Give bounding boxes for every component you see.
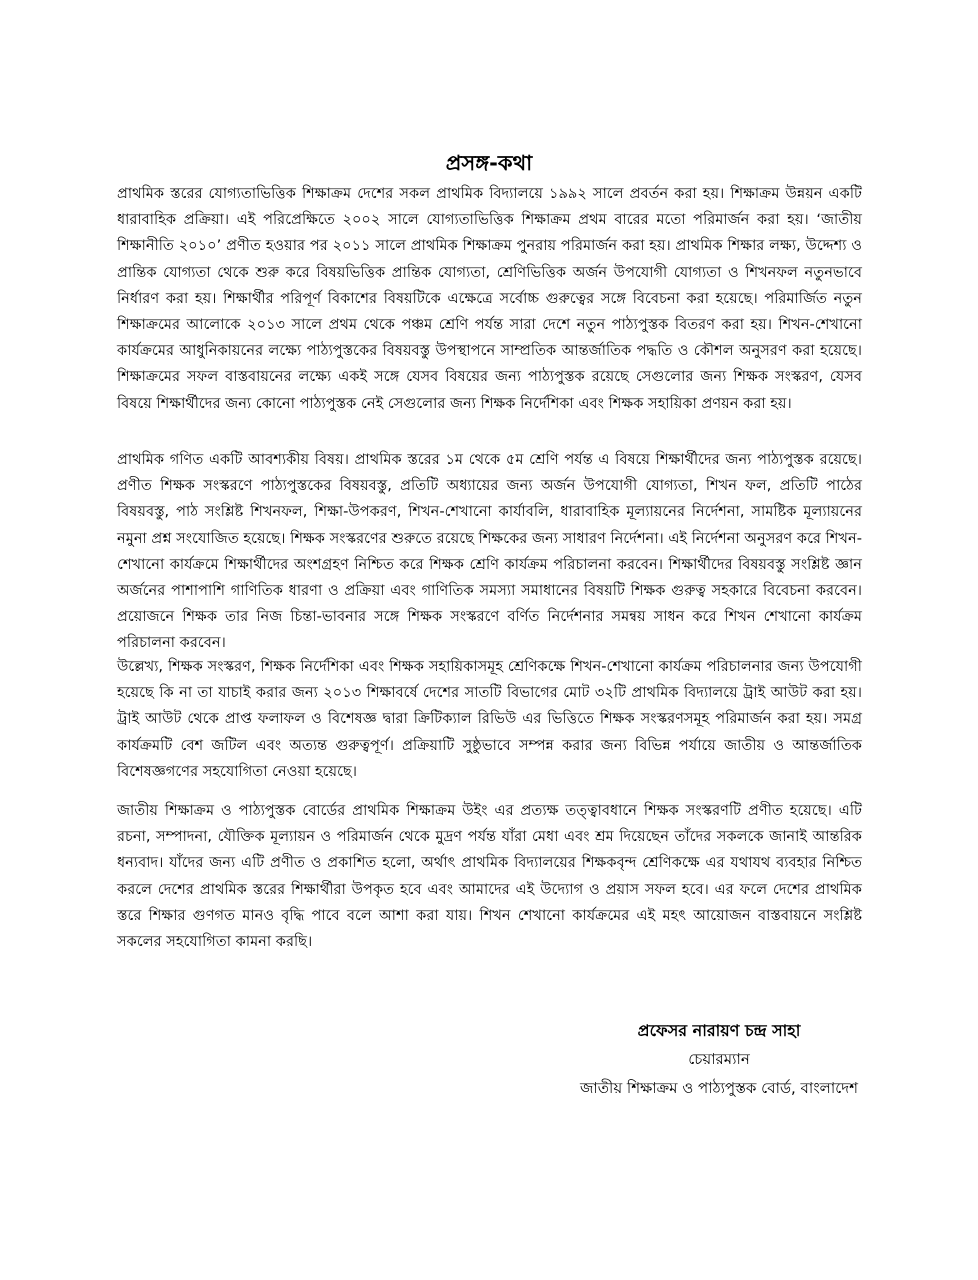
signature-block <box>580 1016 858 1103</box>
signatory-organization: জাতীয় শিক্ষাক্রম ও পাঠ্যপুস্তক বোর্ড, বাংলাদেশ <box>580 1079 858 1097</box>
signatory-role: চেয়ারম্যান <box>688 1050 750 1068</box>
paragraph-1: প্রাথমিক স্তরের যোগ্যতাভিত্তিক শিক্ষাক্রম দেশের সকল প্রাথমিক বিদ্যালয়ে ১৯৯২ সালে প্রবর্তন করা হয়। শিক্ষাক্রম উন্নয়ন একটি ধারাবাহিক প্রক্রিয়া। এই পরিপ্রেক্ষিতে ২০০২ সালে যোগ্যতাভিত্তিক শিক্ষাক্রম প্রথম বারের মতো পরিমার্জন করা হয়। ‘জাতীয় শিক্ষানীতি ২০১০’ প্রণীত হওয়ার পর ২০১১ সালে প্রাথমিক শিক্ষাক্রম পুনরায় পরিমার্জন করা হয়। প্রাথমিক শিক্ষার লক্ষ্য, উদ্দেশ্য ও প্রান্তিক যোগ্যতা থেকে শুরু করে বিষয়ভিত্তিক প্রান্তিক যোগ্যতা, শ্রেণিভিত্তিক অর্জন উপযোগী যোগ্যতা ও শিখনফল নতুনভাবে নির্ধারণ করা হয়। শিক্ষার্থীর পরিপূর্ণ বিকাশের বিষয়টিকে এক্ষেত্রে সর্বোচ্চ গুরুত্বের সঙ্গে বিবেচনা করা হয়েছে। পরিমার্জিত নতুন শিক্ষাক্রমের আলোকে ২০১৩ সালে প্রথম থেকে পঞ্চম শ্রেণি পর্যন্ত সারা দেশে নতুন পাঠ্যপুস্তক বিতরণ করা হয়। শিখন-শেখানো কার্যক্রমের আধুনিকায়নের লক্ষ্যে পাঠ্যপুস্তকের বিষয়বস্তু উপস্থাপনে সাম্প্রতিক আন্তর্জাতিক পদ্ধতি ও কৌশল অনুসরণ করা হয়েছে। শিক্ষাক্রমের সফল বাস্তবায়নের লক্ষ্যে একই সঙ্গে যেসব বিষয়ের জন্য পাঠ্যপুস্তক রয়েছে সেগুলোর জন্য শিক্ষক সংস্করণ, যেসব বিষয়ে শিক্ষার্থীদের জন্য কোনো পাঠ্যপুস্তক নেই সেগুলোর জন্য শিক্ষক নির্দেশিকা এবং শিক্ষক সহায়িকা প্রণয়ন করা হয়। <box>117 185 862 412</box>
signatory-name: প্রফেসর নারায়ণ চন্দ্র সাহা <box>637 1021 801 1040</box>
paragraph-2: প্রাথমিক গণিত একটি আবশ্যকীয় বিষয়। প্রাথমিক স্তরের ১ম থেকে ৫ম শ্রেণি পর্যন্ত এ বিষয়ে শিক্ষার্থীদের জন্য পাঠ্যপুস্তক রয়েছে। প্রণীত শিক্ষক সংস্করণে পাঠ্যপুস্তকের বিষয়বস্তু, প্রতিটি অধ্যায়ের জন্য অর্জন উপযোগী যোগ্যতা, শিখন ফল, প্রতিটি পাঠের বিষয়বস্তু, পাঠ সংশ্লিষ্ট শিখনফল, শিক্ষা-উপকরণ, শিখন-শেখানো কার্যাবলি, ধারাবাহিক মূল্যায়নের নির্দেশনা, সামষ্টিক মূল্যায়নের নমুনা প্রশ্ন সংযোজিত হয়েছে। শিক্ষক সংস্করণের শুরুতে রয়েছে শিক্ষকের জন্য সাধারণ নির্দেশনা। এই নির্দেশনা অনুসরণ করে শিখন-শেখানো কার্যক্রমে শিক্ষার্থীদের অংশগ্রহণ নিশ্চিত করে শিক্ষক শ্রেণি কার্যক্রম পরিচালনা করবেন। শিক্ষার্থীদের বিষয়বস্তু সংশ্লিষ্ট জ্ঞান অর্জনের পাশাপাশি গাণিতিক ধারণা ও প্রক্রিয়া এবং গাণিতিক সমস্যা সমাধানের বিষয়টি শিক্ষক গুরুত্ব সহকারে বিবেচনা করবেন। প্রয়োজনে শিক্ষক তার নিজ চিন্তা-ভাবনার সঙ্গে শিক্ষক সংস্করণে বর্ণিত নির্দেশনার সমন্বয় সাধন করে শিখন শেখানো কার্যক্রম পরিচালনা করবেন। <box>117 451 862 652</box>
page-title: প্রসঙ্গ-কথা <box>445 151 533 175</box>
paragraph-3: উল্লেখ্য, শিক্ষক সংস্করণ, শিক্ষক নির্দেশিকা এবং শিক্ষক সহায়িকাসমূহ শ্রেণিকক্ষে শিখন-শেখানো কার্যক্রম পরিচালনার জন্য উপযোগী হয়েছে কি না তা যাচাই করার জন্য ২০১৩ শিক্ষাবর্ষে দেশের সাতটি বিভাগের মোট ৩২টি প্রাথমিক বিদ্যালয়ে ট্রাই আউট করা হয়। ট্রাই আউট থেকে প্রাপ্ত ফলাফল ও বিশেষজ্ঞ দ্বারা ক্রিটিক্যাল রিভিউ এর ভিত্তিতে শিক্ষক সংস্করণসমূহ পরিমার্জন করা হয়। সমগ্র কার্যক্রমটি বেশ জটিল এবং অত্যন্ত গুরুত্বপূর্ণ। প্রক্রিয়াটি সুষ্ঠুভাবে সম্পন্ন করার জন্য বিভিন্ন পর্যায়ে জাতীয় ও আন্তর্জাতিক বিশেষজ্ঞগণের সহযোগিতা নেওয়া হয়েছে। <box>117 658 862 780</box>
paragraph-4: জাতীয় শিক্ষাক্রম ও পাঠ্যপুস্তক বোর্ডের প্রাথমিক শিক্ষাক্রম উইং এর প্রত্যক্ষ তত্ত্বাবধানে শিক্ষক সংস্করণটি প্রণীত হয়েছে। এটি রচনা, সম্পাদনা, যৌক্তিক মূল্যায়ন ও পরিমার্জন থেকে মুদ্রণ পর্যন্ত যাঁরা মেধা এবং শ্রম দিয়েছেন তাঁদের সকলকে জানাই আন্তরিক ধন্যবাদ। যাঁদের জন্য এটি প্রণীত ও প্রকাশিত হলো, অর্থাৎ প্রাথমিক বিদ্যালয়ের শিক্ষকবৃন্দ শ্রেণিকক্ষে এর যথাযথ ব্যবহার নিশ্চিত করলে দেশের প্রাথমিক স্তরের শিক্ষার্থীরা উপকৃত হবে এবং আমাদের এই উদ্যোগ ও প্রয়াস সফল হবে। এর ফলে দেশের প্রাথমিক স্তরে শিক্ষার গুণগত মানও বৃদ্ধি পাবে বলে আশা করা যায়। শিখন শেখানো কার্যক্রমের এই মহৎ আয়োজন বাস্তবায়নে সংশ্লিষ্ট সকলের সহযোগিতা কামনা করছি। <box>117 802 862 951</box>
